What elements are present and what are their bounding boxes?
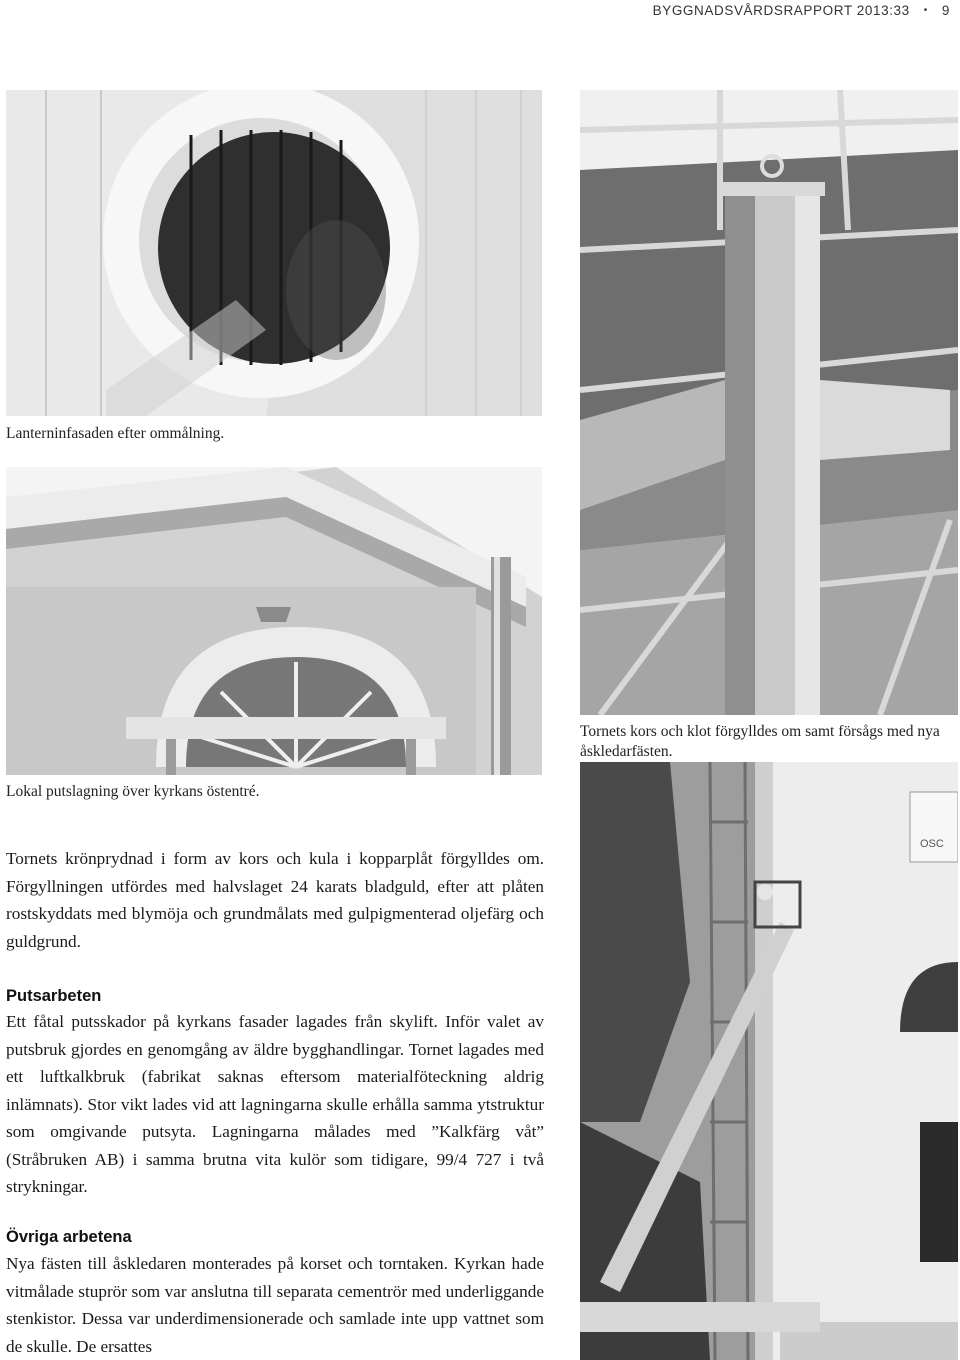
photo-east-entrance — [6, 467, 542, 775]
caption-tower-cross: Tornets kors och klot förgylldes om samt försågs med nya åskledarfästen. — [580, 723, 940, 760]
separator-dot: • — [923, 5, 928, 16]
putsarbeten-paragraph: Ett fåtal putsskador på kyrkans fasader lagades från skylift. Inför valet av putsbruk gjordes en genomgång av äldre bygghandlingar. Tornet lagades med ett luftkalkbruk (fabrikat saknas eftersom materialföteckning aldrig inlämnats). Stor vikt lades vid att lagningarna skulle erhålla samma ytstruktur som omgivande putsyta. Lagningarna målades med ”Kalkfärg våt” (Stråbruken AB) i samma brutna vita kulör som tidigare, 99/4 727 i två strykningar. — [6, 1012, 544, 1196]
caption-lantern-window: Lanterninfasaden efter ommålning. — [6, 425, 225, 442]
running-title: BYGGNADSVÅRDSRAPPORT 2013:33 — [652, 3, 910, 18]
photo-tower-cross — [580, 90, 958, 715]
section-heading-ovriga: Övriga arbetena — [6, 1228, 132, 1246]
photo-skylift-tower — [580, 762, 958, 1360]
section-heading-putsarbeten: Putsarbeten — [6, 987, 102, 1005]
caption-east-entrance: Lokal putslagning över kyrkans östentré. — [6, 783, 260, 800]
page-number: 9 — [941, 3, 950, 18]
intro-paragraph: Tornets krönprydnad i form av kors och kula i kopparplåt förgylldes om. Förgyllningen utfördes med halvslaget 24 karats bladguld, efter att plåten rostskyddats med blymöja och grundmålats med gulpigmenterad oljefärg och guldgrund. — [6, 849, 544, 951]
photo-lantern-window — [6, 90, 542, 416]
ovriga-paragraph: Nya fästen till åskledaren monterades på korset och torntaken. Kyrkan hade vitmålade stuprör som var anslutna till separata cementrör med underliggande stenkistor. Dessa var underdimensionerade och samlade inte upp vattnet som de skulle. De ersattes — [6, 1254, 544, 1356]
running-header — [653, 3, 950, 18]
sign-text: OSC — [920, 838, 944, 850]
